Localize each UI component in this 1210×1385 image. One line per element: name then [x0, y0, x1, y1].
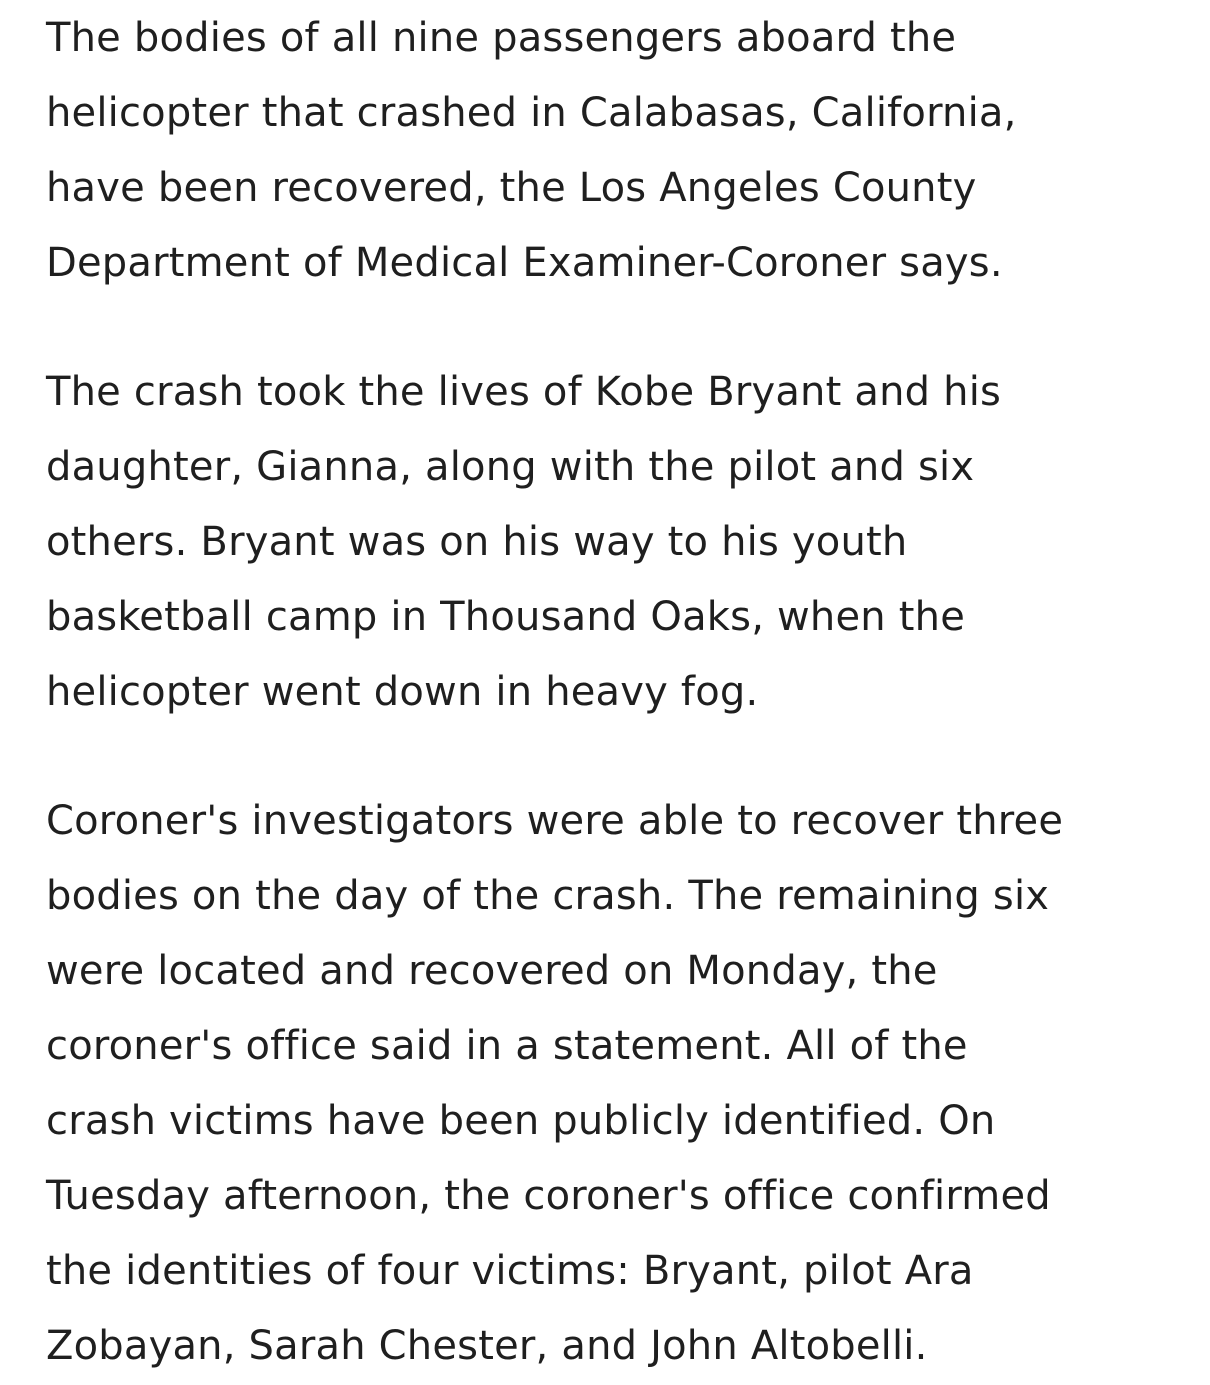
paragraph-line: helicopter went down in heavy fog. [46, 669, 759, 715]
paragraph-1 [46, 1, 1017, 301]
paragraph-line: others. Bryant was on his way to his youth [46, 519, 908, 565]
paragraph-line: The bodies of all nine passengers aboard the [46, 15, 957, 61]
paragraph-line: Coroner's investigators were able to recover three [46, 798, 1064, 844]
paragraph-line: Department of Medical Examiner-Coroner says. [46, 240, 1003, 286]
paragraph-line: Tuesday afternoon, the coroner's office confirmed [46, 1173, 1051, 1219]
paragraph-line: helicopter that crashed in Calabasas, California, [46, 90, 1017, 136]
paragraph-line: daughter, Gianna, along with the pilot and six [46, 444, 975, 490]
paragraph-line: basketball camp in Thousand Oaks, when the [46, 594, 966, 640]
paragraph-line: the identities of four victims: Bryant, pilot Ara [46, 1248, 974, 1294]
paragraph-line: bodies on the day of the crash. The remaining six [46, 873, 1050, 919]
paragraph-line: have been recovered, the Los Angeles County [46, 165, 977, 211]
paragraph-line: The crash took the lives of Kobe Bryant and his [46, 369, 1002, 415]
paragraph-line: coroner's office said in a statement. All of the [46, 1023, 968, 1069]
paragraph-line: Zobayan, Sarah Chester, and John Altobelli. [46, 1323, 928, 1369]
paragraph-line: crash victims have been publicly identified. On [46, 1098, 996, 1144]
paragraph-line: were located and recovered on Monday, the [46, 948, 938, 994]
paragraph-2 [46, 355, 1001, 730]
paragraph-3 [46, 784, 1063, 1384]
